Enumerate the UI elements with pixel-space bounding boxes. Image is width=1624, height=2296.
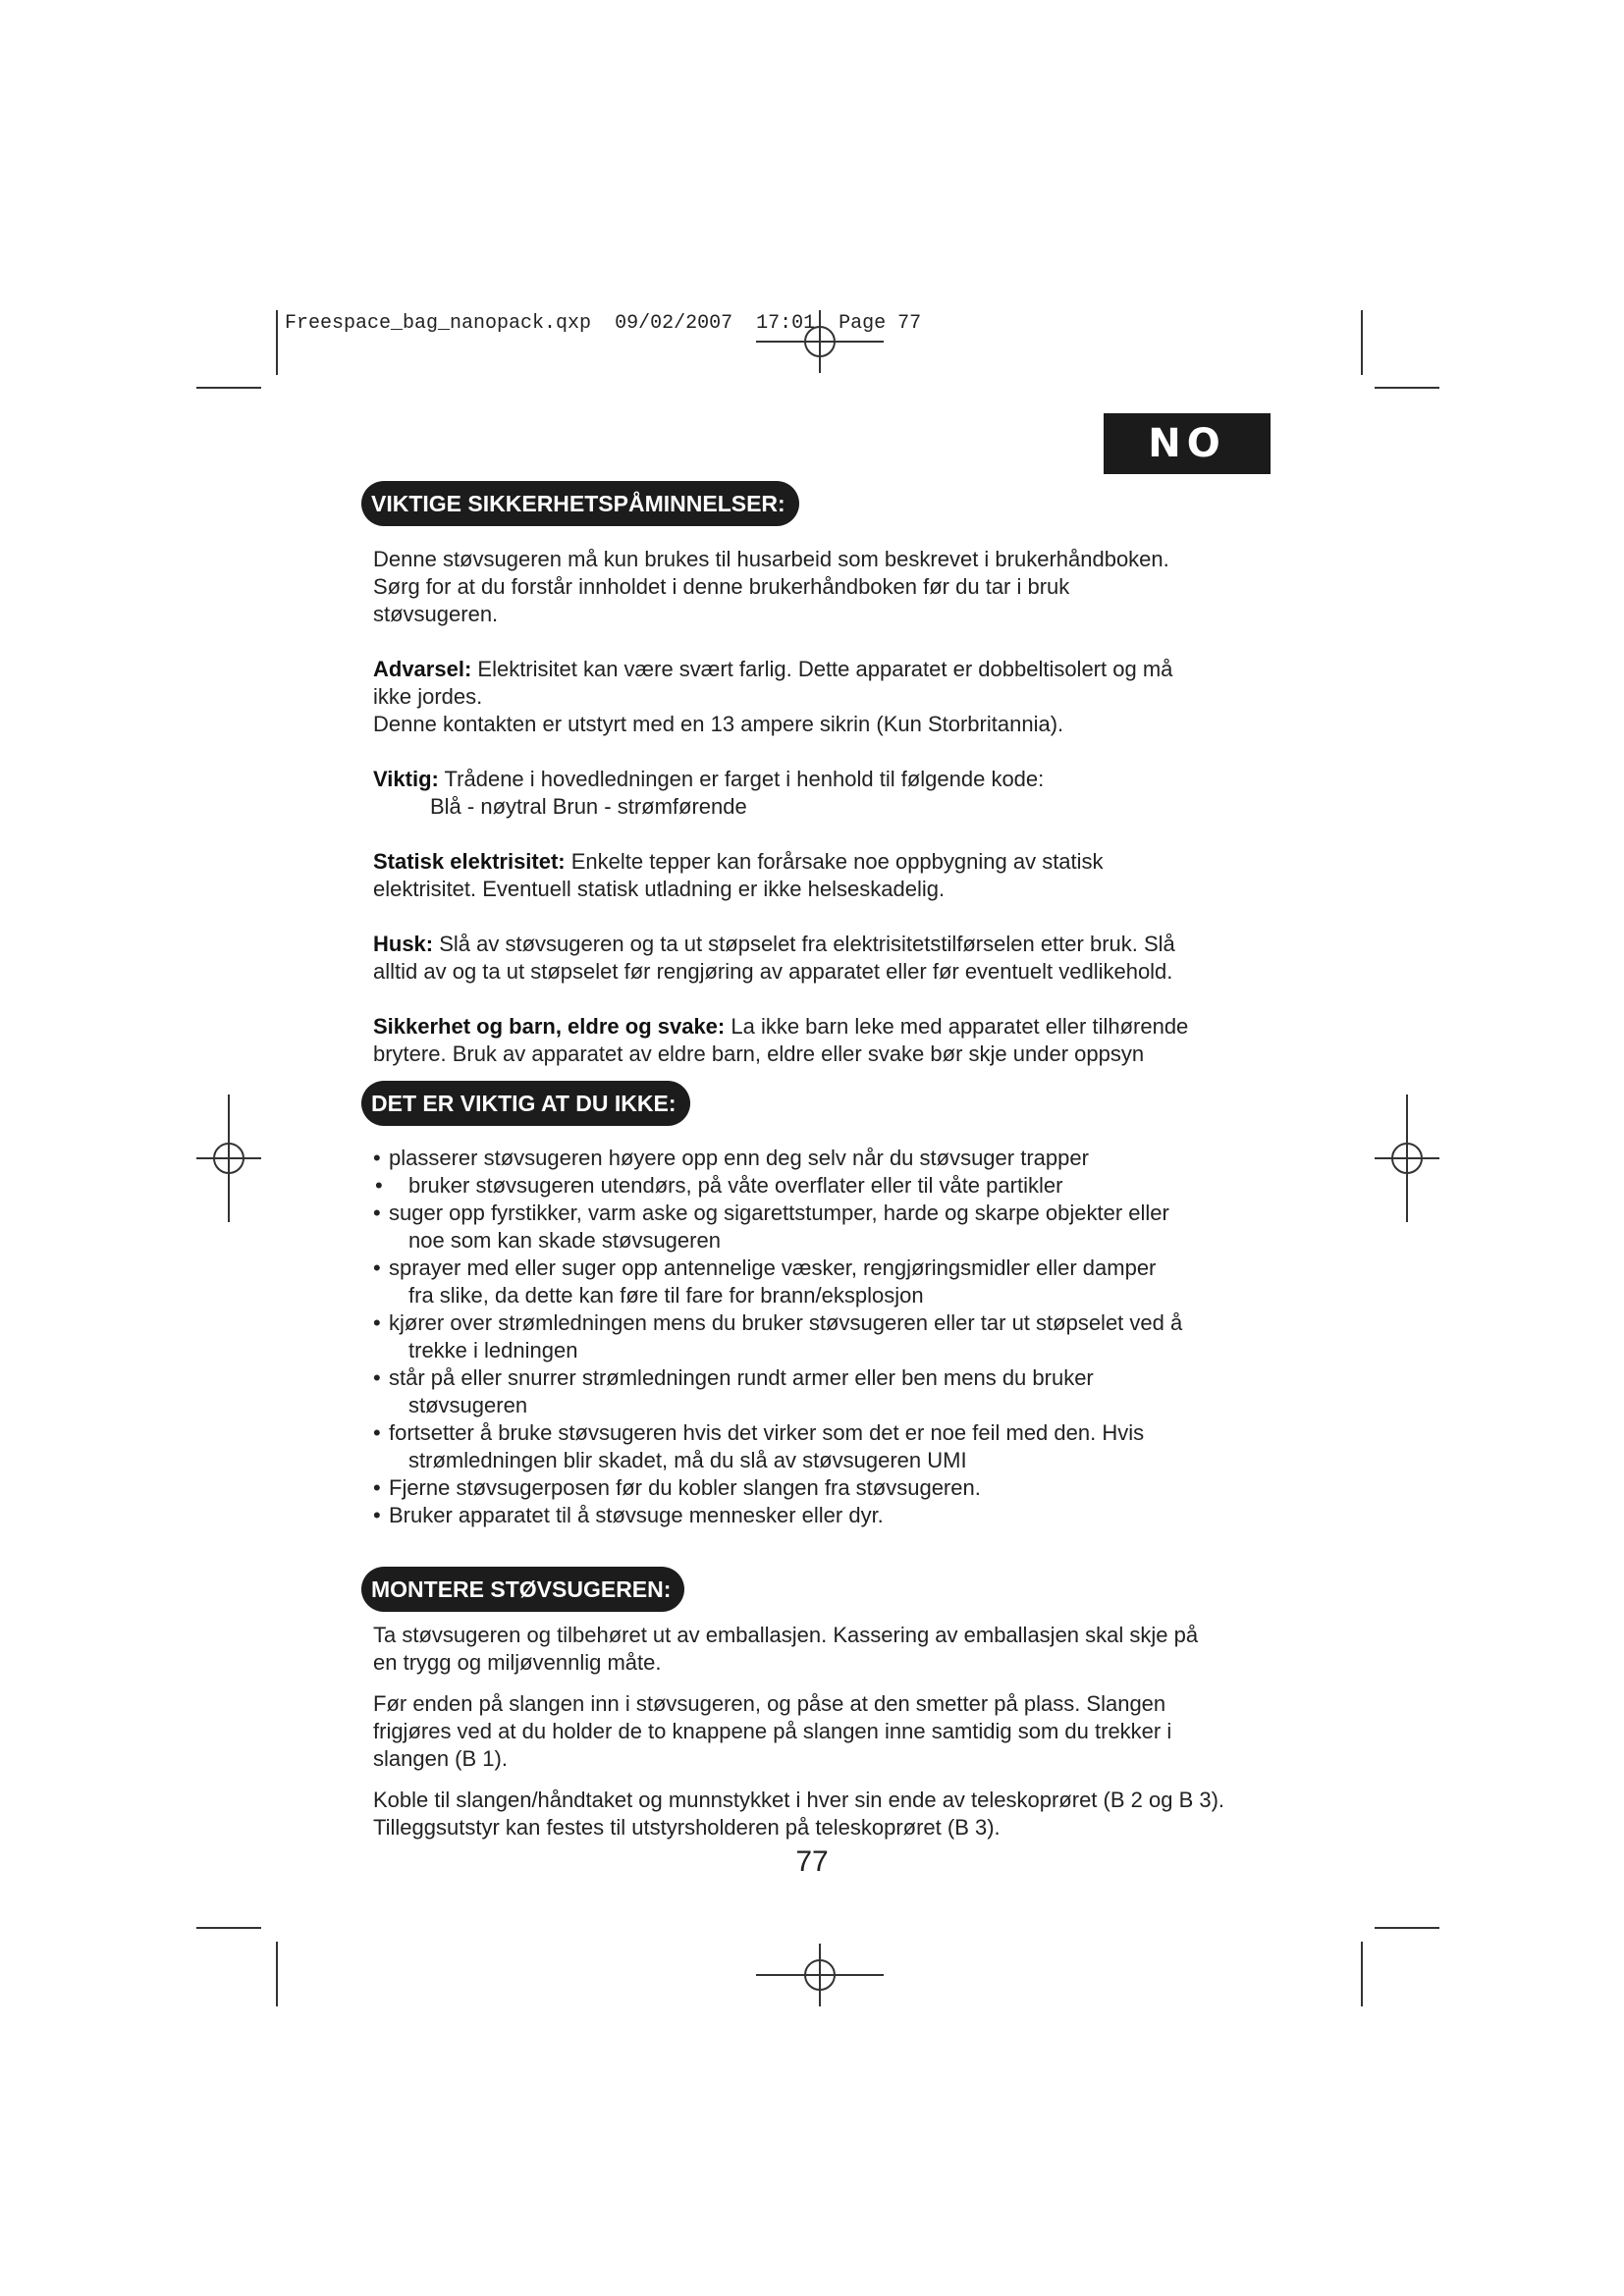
- crop-mark-bottom-right-v: [1361, 1942, 1363, 2006]
- list-item-text-continued: noe som kan skade støvsugeren: [408, 1228, 721, 1253]
- warning-label: Advarsel:: [373, 657, 472, 681]
- text-line: brytere. Bruk av apparatet av eldre barn, eldre eller svake bør skje under oppsyn: [373, 1041, 1145, 1066]
- list-item-text: suger opp fyrstikker, varm aske og sigarettstumper, harde og skarpe objekter eller: [389, 1201, 1169, 1225]
- list-item-text: Bruker apparatet til å støvsuge mennesker eller dyr.: [389, 1503, 884, 1527]
- list-item-text: plasserer støvsugeren høyere opp enn deg selv når du støvsuger trapper: [389, 1146, 1089, 1170]
- language-badge: NO: [1104, 413, 1271, 474]
- text-line: Denne støvsugeren må kun brukes til husarbeid som beskrevet i brukerhåndboken.: [373, 547, 1169, 571]
- section-heading-safety-text: VIKTIGE SIKKERHETSPÅMINNELSER:: [371, 491, 785, 516]
- text-line: Blå - nøytral Brun - strømførende: [430, 794, 747, 819]
- static-paragraph: [373, 848, 1286, 903]
- text-line: støvsugeren.: [373, 602, 499, 626]
- assemble-paragraph-1: [373, 1622, 1286, 1677]
- list-item-text: bruker støvsugeren utendørs, på våte overflater eller til våte partikler: [408, 1173, 1063, 1198]
- text-line: Tilleggsutstyr kan festes til utstyrsholderen på teleskoprøret (B 3).: [373, 1815, 1001, 1840]
- text-line: Koble til slangen/håndtaket og munnstykket i hver sin ende av teleskoprøret (B 2 og B 3).: [373, 1788, 1225, 1812]
- registration-mark-bottom: [756, 1944, 884, 2006]
- text-line: Trådene i hovedledningen er farget i henhold til følgende kode:: [438, 767, 1045, 791]
- list-item: [373, 1255, 1286, 1309]
- slug-date: 09/02/2007: [615, 312, 733, 335]
- registration-mark-top: [756, 310, 884, 373]
- list-item-text-continued: strømledningen blir skadet, må du slå av støvsugeren UMI: [408, 1448, 967, 1472]
- bullet: •: [375, 1173, 383, 1198]
- remember-label: Husk:: [373, 932, 434, 956]
- text-line: Slå av støvsugeren og ta ut støpselet fra elektrisitetstilførselen etter bruk. Slå: [433, 932, 1175, 956]
- text-line: Elektrisitet kan være svært farlig. Dette apparatet er dobbeltisolert og må: [471, 657, 1173, 681]
- slug-filename: Freespace_bag_nanopack.qxp: [285, 312, 592, 335]
- section-heading-dont: [361, 1081, 690, 1126]
- children-paragraph: [373, 1013, 1286, 1068]
- page-number: 77: [795, 1845, 829, 1878]
- crop-mark-top-left-v: [276, 310, 278, 375]
- bullet: •: [373, 1365, 381, 1390]
- list-item: [373, 1364, 1286, 1419]
- text-line: frigjøres ved at du holder de to knappene på slangen inne samtidig som du trekker i: [373, 1719, 1172, 1743]
- list-item-text: fortsetter å bruke støvsugeren hvis det virker som det er noe feil med den. Hvis: [389, 1420, 1145, 1445]
- registration-mark-right: [1375, 1095, 1439, 1222]
- static-label: Statisk elektrisitet:: [373, 849, 566, 874]
- crop-mark-top-right-h: [1375, 387, 1439, 389]
- bullet: •: [373, 1475, 381, 1500]
- important-paragraph: [373, 766, 1286, 821]
- text-line: La ikke barn leke med apparatet eller tilhørende: [725, 1014, 1189, 1039]
- list-item-text: sprayer med eller suger opp antennelige væsker, rengjøringsmidler eller damper: [389, 1255, 1157, 1280]
- text-line: alltid av og ta ut støpselet før rengjøring av apparatet eller før eventuelt vedlikehold.: [373, 959, 1173, 984]
- text-line: slangen (B 1).: [373, 1746, 508, 1771]
- section-heading-dont-text: DET ER VIKTIG AT DU IKKE:: [371, 1091, 677, 1116]
- warning-paragraph: [373, 656, 1286, 738]
- bullet: •: [373, 1420, 381, 1445]
- slug-time: 17:01: [756, 312, 816, 335]
- important-label: Viktig:: [373, 767, 439, 791]
- dont-list: [373, 1145, 1286, 1529]
- list-item: [373, 1419, 1286, 1474]
- crop-mark-bottom-left-v: [276, 1942, 278, 2006]
- list-item-text-continued: fra slike, da dette kan føre til fare for brann/eksplosjon: [408, 1283, 924, 1308]
- slug-page: Page 77: [839, 312, 922, 335]
- list-item-text-continued: støvsugeren: [408, 1393, 528, 1417]
- bullet: •: [373, 1255, 381, 1280]
- bullet: •: [373, 1310, 381, 1335]
- section-heading-assemble-text: MONTERE STØVSUGEREN:: [371, 1576, 672, 1602]
- list-item-text: Fjerne støvsugerposen før du kobler slangen fra støvsugeren.: [389, 1475, 981, 1500]
- list-item-text: står på eller snurrer strømledningen rundt armer eller ben mens du bruker: [389, 1365, 1094, 1390]
- list-item-text-continued: trekke i ledningen: [408, 1338, 578, 1362]
- list-item: [373, 1145, 1286, 1172]
- section-heading-safety: [361, 481, 799, 526]
- assemble-paragraph-3: [373, 1787, 1286, 1842]
- assemble-paragraph-2: [373, 1690, 1286, 1773]
- list-item: [373, 1200, 1286, 1255]
- list-item: [373, 1172, 1286, 1200]
- text-line: Enkelte tepper kan forårsake noe oppbygning av statisk: [565, 849, 1104, 874]
- safety-body: [373, 546, 1286, 1068]
- registration-mark-left: [196, 1095, 261, 1222]
- crop-mark-bottom-left-h: [196, 1927, 261, 1929]
- remember-paragraph: [373, 931, 1286, 986]
- list-item: [373, 1309, 1286, 1364]
- list-item: [373, 1474, 1286, 1502]
- crop-mark-top-right-v: [1361, 310, 1363, 375]
- crop-mark-top-left-h: [196, 387, 261, 389]
- text-line: Denne kontakten er utstyrt med en 13 ampere sikrin (Kun Storbritannia).: [373, 712, 1064, 736]
- crop-mark-bottom-right-h: [1375, 1927, 1439, 1929]
- bullet: •: [373, 1503, 381, 1527]
- text-line: Før enden på slangen inn i støvsugeren, og påse at den smetter på plass. Slangen: [373, 1691, 1166, 1716]
- text-line: ikke jordes.: [373, 684, 483, 709]
- text-line: Sørg for at du forstår innholdet i denne brukerhåndboken før du tar i bruk: [373, 574, 1070, 599]
- safety-intro: [373, 546, 1286, 628]
- children-label: Sikkerhet og barn, eldre og svake:: [373, 1014, 726, 1039]
- bullet: •: [373, 1201, 381, 1225]
- list-item-text: kjører over strømledningen mens du bruker støvsugeren eller tar ut støpselet ved å: [389, 1310, 1183, 1335]
- text-line: elektrisitet. Eventuell statisk utladning er ikke helseskadelig.: [373, 877, 946, 901]
- list-item: [373, 1502, 1286, 1529]
- text-line: en trygg og miljøvennlig måte.: [373, 1650, 662, 1675]
- bullet: •: [373, 1146, 381, 1170]
- assemble-body: [373, 1622, 1286, 1842]
- text-line: Ta støvsugeren og tilbehøret ut av emballasjen. Kassering av emballasjen skal skje på: [373, 1623, 1199, 1647]
- section-heading-assemble: [361, 1567, 684, 1612]
